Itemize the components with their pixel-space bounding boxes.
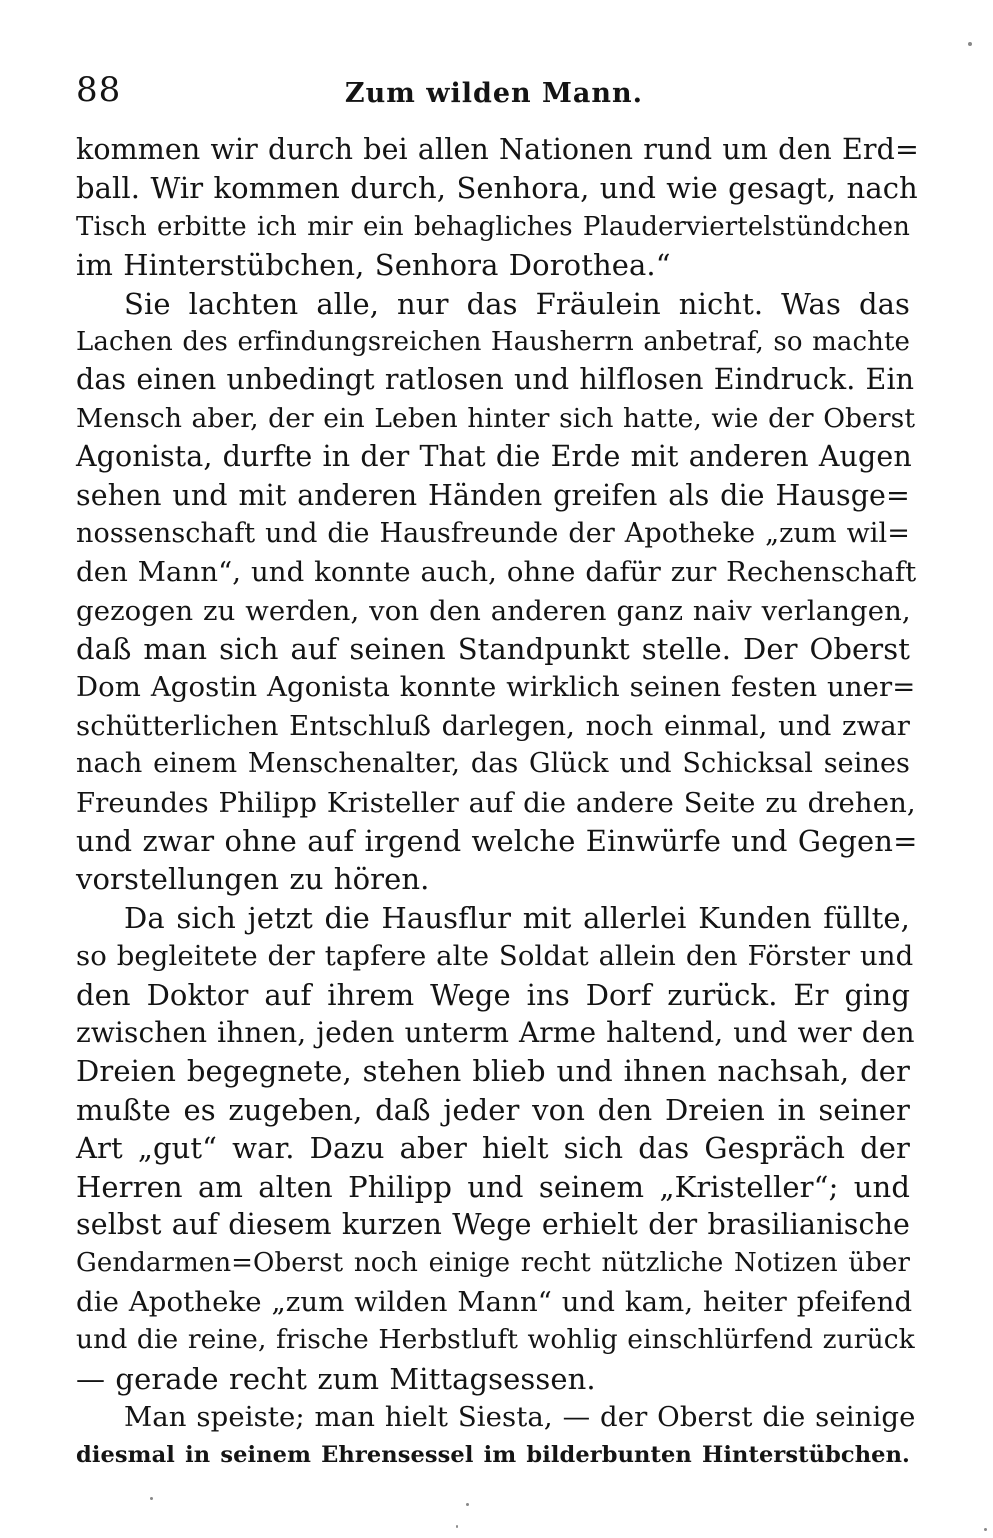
text-line: und zwar ohne auf irgend welche Einwürfe und Gegen= — [76, 824, 918, 859]
text-line: nossenschaft und die Hausfreunde der Apotheke „zum wil= — [76, 517, 910, 549]
text-line: Tisch erbitte ich mir ein behagliches Plauderviertelstündchen — [76, 211, 910, 242]
text-line: Lachen des erfindungsreichen Hausherrn anbetraf, so machte — [76, 326, 910, 357]
text-line: die Apotheke „zum wilden Mann“ und kam, heiter pfeifend — [76, 1285, 913, 1318]
paper-speck — [984, 1528, 987, 1531]
text-line: Freundes Philipp Kristeller auf die andere Seite zu drehen, — [76, 786, 916, 819]
paragraph-start-line: Sie lachten alle, nur das Fräulein nicht. Was das — [124, 286, 910, 321]
paper-speck — [968, 42, 972, 46]
text-line: Herren am alten Philipp und seinem „Kristeller“; und — [76, 1169, 910, 1204]
text-line: gezogen zu werden, von den anderen ganz naiv verlangen, — [76, 594, 911, 627]
text-line: mußte es zugeben, daß jeder von den Dreien in seiner — [76, 1092, 910, 1127]
text-line: Dom Agostin Agonista konnte wirklich seinen festen uner= — [76, 671, 916, 704]
text-line: den Doktor auf ihrem Wege ins Dorf zurück. Er ging — [76, 977, 910, 1012]
text-line: — gerade recht zum Mittagsessen. — [76, 1361, 596, 1396]
text-line: kommen wir durch bei allen Nationen rund um den Erd= — [76, 133, 919, 166]
text-line: nach einem Menschenalter, das Glück und Schicksal seines — [76, 748, 910, 780]
text-line: im Hinterstübchen, Senhora Dorothea.“ — [76, 248, 671, 283]
text-line: diesmal in seinem Ehrensessel im bilderbunten Hinterstübchen. — [76, 1442, 910, 1469]
text-line: Agonista, durfte in der That die Erde mit anderen Augen — [76, 440, 912, 474]
text-line: Dreien begegnete, stehen blieb und ihnen nachsah, der — [76, 1054, 910, 1089]
page-header — [76, 66, 912, 116]
text-line: daß man sich auf seinen Standpunkt stelle. Der Oberst — [76, 632, 910, 667]
text-line: zwischen ihnen, jeden unterm Arme haltend, und wer den — [76, 1015, 915, 1049]
text-line: schütterlichen Entschluß darlegen, noch einmal, und zwar — [76, 709, 910, 742]
text-line: Mensch aber, der ein Leben hinter sich hatte, wie der Oberst — [76, 402, 916, 434]
body-text — [76, 131, 919, 1475]
text-line: selbst auf diesem kurzen Wege erhielt der brasilianische — [76, 1207, 910, 1241]
paper-speck — [456, 1525, 458, 1528]
text-line: das einen unbedingt ratlosen und hilflosen Eindruck. Ein — [76, 363, 915, 397]
paragraph-start-line: Man speiste; man hielt Siesta, — der Oberst die seinige — [124, 1400, 916, 1433]
paper-speck — [150, 1497, 153, 1500]
text-line: vorstellungen zu hören. — [76, 862, 430, 897]
text-line: ball. Wir kommen durch, Senhora, und wie gesagt, nach — [76, 171, 918, 206]
page-number: 88 — [76, 70, 122, 110]
text-line: Gendarmen=Oberst noch einige recht nützliche Notizen über — [76, 1248, 910, 1279]
running-title: Zum wilden Mann. — [344, 78, 644, 109]
text-line: sehen und mit anderen Händen greifen als die Hausge= — [76, 478, 910, 512]
paragraph-start-line: Da sich jetzt die Hausflur mit allerlei Kunden füllte, — [124, 900, 910, 935]
paper-speck — [466, 1503, 469, 1506]
text-line: so begleitete der tapfere alte Soldat allein den Förster und — [76, 940, 914, 973]
text-line: den Mann“, und konnte auch, ohne dafür zur Rechenschaft — [76, 556, 917, 589]
text-line: Art „gut“ war. Dazu aber hielt sich das Gespräch der — [76, 1131, 910, 1166]
text-line: und die reine, frische Herbstluft wohlig einschlürfend zurück — [76, 1324, 915, 1356]
